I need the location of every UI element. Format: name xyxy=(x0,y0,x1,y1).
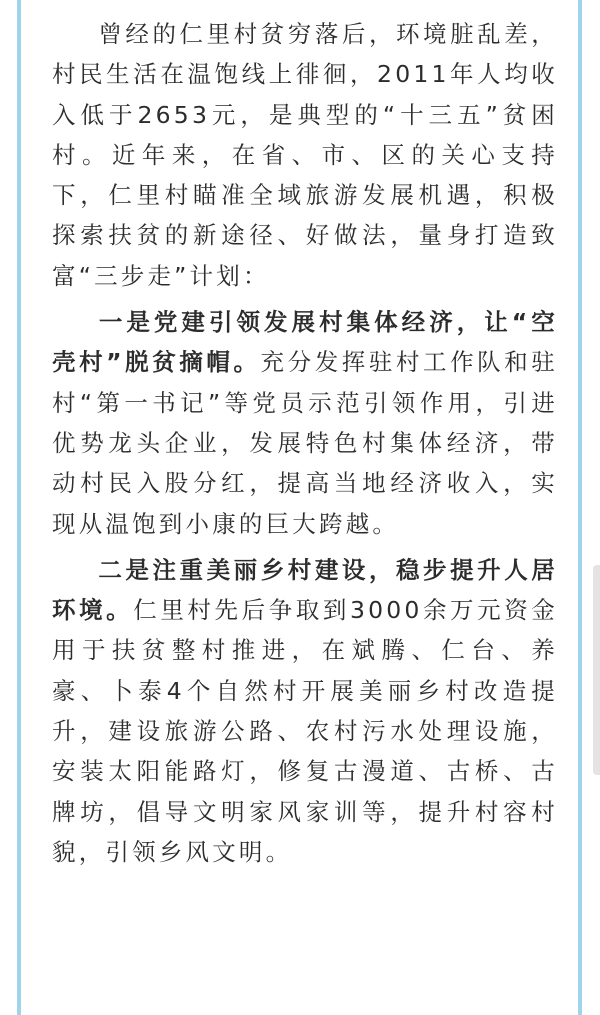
right-frame-border xyxy=(578,0,582,1015)
paragraph-intro xyxy=(52,14,558,296)
paragraph-intro-text: 曾经的仁里村贫穷落后，环境脏乱差，村民生活在温饱线上徘徊，2011年人均收入低于2653元，是典型的“十三五”贫困村。近年来，在省、市、区的关心支持下，仁里村瞄准全域旅游发展机遇，积极探索扶贫的新途径、好做法，量身打造致富“三步走”计划： xyxy=(52,20,558,290)
paragraph-beautiful-village xyxy=(52,550,558,872)
paragraph-party-building-text: 充分发挥驻村工作队和驻村“第一书记”等党员示范引领作用，引进优势龙头企业，发展特色村集体经济，带动村民入股分红，提高当地经济收入，实现从温饱到小康的巨大跨越。 xyxy=(52,348,558,538)
paragraph-beautiful-village-lead: 二是注重美丽乡村建设，稳步提升人居环境。 xyxy=(52,555,558,625)
scrollbar-thumb[interactable] xyxy=(593,565,600,775)
article-body xyxy=(52,14,558,878)
left-frame-border xyxy=(17,0,21,1015)
paragraph-party-building-lead: 一是党建引领发展村集体经济，让“空壳村”脱贫摘帽。 xyxy=(52,308,558,377)
paragraph-beautiful-village-text: 仁里村先后争取到3000余万元资金用于扶贫整村推进，在斌腾、仁台、养豪、卜泰4个自然村开展美丽乡村改造提升，建设旅游公路、农村污水处理设施，安装太阳能路灯，修复古漫道、古桥、古牌坊，倡导文明家风家训等，提升村容村貌，引领乡风文明。 xyxy=(52,596,558,866)
paragraph-party-building xyxy=(52,302,558,544)
